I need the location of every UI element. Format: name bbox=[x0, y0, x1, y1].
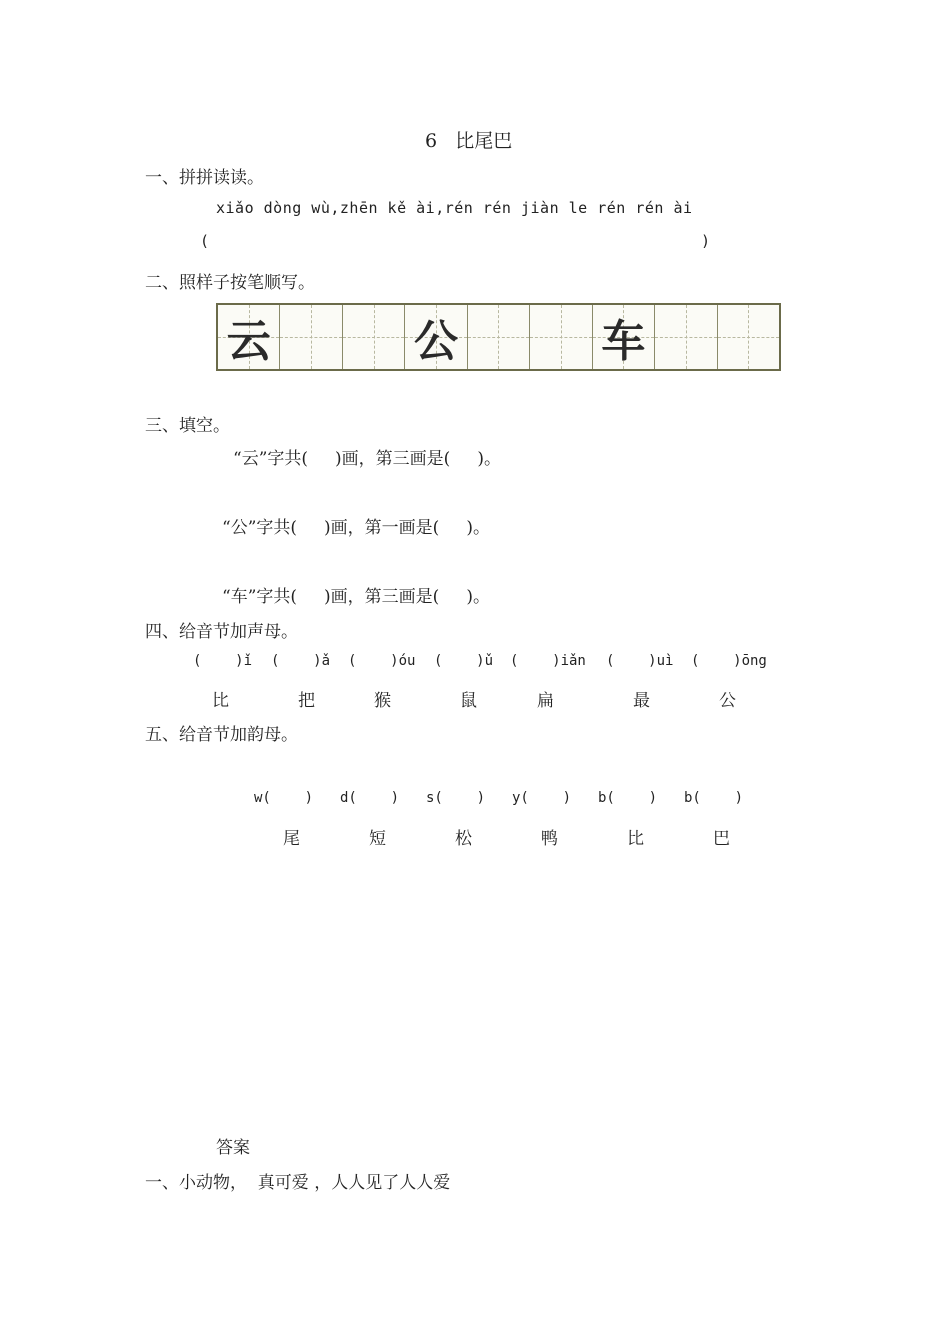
section-4-heading: 四、给音节加声母。 bbox=[145, 622, 298, 642]
fill-blank-line: “公”字共( )画，第一画是( )。 bbox=[222, 518, 490, 538]
syllable: b( ) bbox=[684, 790, 744, 806]
pinyin-line: xiǎo dòng wù,zhēn kě ài,rén rén jiàn le rén rén ài bbox=[216, 199, 693, 217]
character: 巴 bbox=[713, 829, 730, 849]
answer-paren-open: ( bbox=[200, 232, 210, 250]
syllable: ( )uì bbox=[606, 653, 674, 669]
answer-paren-close: ) bbox=[701, 232, 711, 250]
section-1-heading: 一、拼拼读读。 bbox=[145, 168, 264, 188]
section-2-heading: 二、照样子按笔顺写。 bbox=[145, 273, 315, 293]
character: 扁 bbox=[537, 691, 554, 711]
character: 最 bbox=[633, 691, 650, 711]
writing-grid bbox=[216, 303, 781, 371]
character: 公 bbox=[719, 691, 736, 711]
character: 鼠 bbox=[460, 691, 477, 711]
character: 猴 bbox=[374, 691, 391, 711]
fill-blank-line: “车”字共( )画，第三画是( )。 bbox=[222, 587, 490, 607]
grid-cell bbox=[218, 305, 280, 369]
character: 把 bbox=[298, 691, 315, 711]
fill-blank-line: “云”字共( )画，第三画是( )。 bbox=[233, 449, 501, 469]
syllable: ( )ǎ bbox=[271, 653, 331, 669]
grid-cell bbox=[405, 305, 467, 369]
model-character: 云 bbox=[226, 316, 271, 367]
syllable: ( )ǔ bbox=[434, 653, 494, 669]
grid-cell bbox=[530, 305, 592, 369]
character: 比 bbox=[627, 829, 644, 849]
grid-cell bbox=[343, 305, 405, 369]
character: 尾 bbox=[283, 829, 300, 849]
model-character: 公 bbox=[414, 316, 459, 367]
character: 松 bbox=[455, 829, 472, 849]
grid-cell bbox=[468, 305, 530, 369]
grid-cell bbox=[655, 305, 717, 369]
syllable: ( )ǐ bbox=[193, 653, 253, 669]
syllable: ( )ōng bbox=[691, 653, 767, 669]
answers-heading: 答案 bbox=[216, 1138, 250, 1158]
character: 短 bbox=[369, 829, 386, 849]
syllable: d( ) bbox=[340, 790, 400, 806]
syllable: w( ) bbox=[254, 790, 314, 806]
model-character: 车 bbox=[601, 316, 646, 367]
answer-line: 一、小动物， 真可爱 ，人人见了人人爱 bbox=[145, 1173, 451, 1193]
syllable: s( ) bbox=[426, 790, 486, 806]
section-3-heading: 三、填空。 bbox=[145, 416, 230, 436]
character: 鸭 bbox=[541, 829, 558, 849]
page-title: 6 比尾巴 bbox=[425, 130, 513, 152]
syllable: y( ) bbox=[512, 790, 572, 806]
syllable: ( )óu bbox=[348, 653, 416, 669]
grid-cell bbox=[593, 305, 655, 369]
syllable: ( )iǎn bbox=[510, 653, 586, 669]
section-5-heading: 五、给音节加韵母。 bbox=[145, 725, 298, 745]
grid-cell bbox=[280, 305, 342, 369]
character: 比 bbox=[212, 691, 229, 711]
grid-cell bbox=[718, 305, 779, 369]
syllable: b( ) bbox=[598, 790, 658, 806]
